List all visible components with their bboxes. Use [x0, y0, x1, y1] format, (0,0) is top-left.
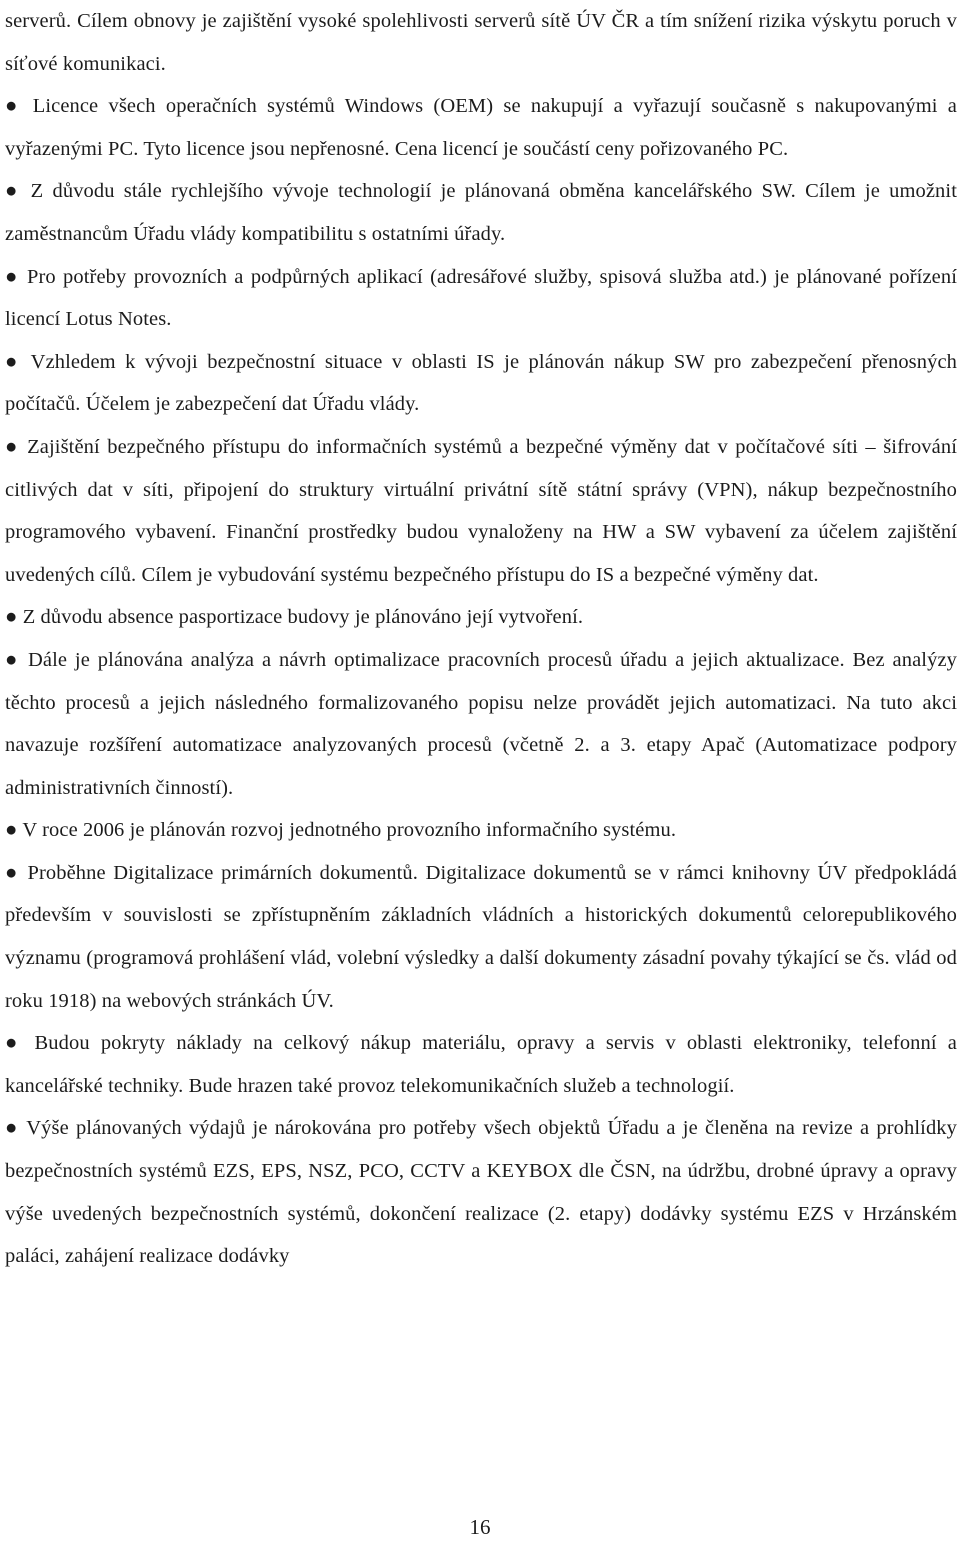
paragraph-laptop-security: ● Vzhledem k vývoji bezpečnostní situace v oblasti IS je plánován nákup SW pro zabezpečení přenosných počítačů. Účelem je zabezpečení dat Úřadu vlády.: [5, 350, 957, 416]
paragraph-process-analysis: ● Dále je plánována analýza a návrh optimalizace pracovních procesů úřadu a jejich aktualizace. Bez analýzy těchto procesů a jejich následného formalizovaného popisu nelze provádět jejich automatizaci. Na tuto akci navazuje rozšíření automatizace analyzovaných procesů (včetně 2. a 3. etapy Apač (Automatizace podpory administrativních činností).: [5, 648, 957, 799]
page-number: 16: [469, 1515, 491, 1539]
paragraph-server-renewal: serverů. Cílem obnovy je zajištění vysoké spolehlivosti serverů sítě ÚV ČR a tím snížení rizika výskytu poruch v síťové komunikaci.: [5, 10, 957, 75]
document-body: [5, 0, 957, 1278]
paragraph-office-sw: ● Z důvodu stále rychlejšího vývoje technologií je plánovaná obměna kancelářského SW. Cílem je umožnit zaměstnancům Úřadu vlády kompatibilitu s ostatními úřady.: [5, 180, 957, 245]
paragraph-lotus-notes: ● Pro potřeby provozních a podpůrných aplikací (adresářové služby, spisová služba atd.) je plánované pořízení licencí Lotus Notes.: [5, 265, 957, 331]
paragraph-security-systems: ● Výše plánovaných výdajů je nárokována pro potřeby všech objektů Úřadu a je členěna na revize a prohlídky bezpečnostních systémů EZS, EPS, NSZ, PCO, CCTV a KEYBOX dle ČSN, na údržbu, drobné úpravy a opravy výše uvedených bezpečnostních systémů, dokončení realizace (2. etapy) dodávky systému EZS v Hrzánském paláci, zahájení realizace dodávky: [5, 1117, 957, 1268]
paragraph-building-passport: ● Z důvodu absence pasportizace budovy je plánováno její vytvoření.: [5, 606, 584, 629]
paragraph-windows-licences: ● Licence všech operačních systémů Windows (OEM) se nakupují a vyřazují současně s nakupovanými a vyřazenými PC. Tyto licence jsou nepřenosné. Cena licencí je součástí ceny pořizovaného PC.: [5, 95, 957, 160]
paragraph-operational-is: ● V roce 2006 je plánován rozvoj jednotného provozního informačního systému.: [5, 819, 677, 842]
paragraph-material-costs: ● Budou pokryty náklady na celkový nákup materiálu, opravy a servis v oblasti elektroniky, telefonní a kancelářské techniky. Bude hrazen také provoz telekomunikačních služeb a technologií.: [5, 1032, 957, 1097]
paragraph-digitalization: ● Proběhne Digitalizace primárních dokumentů. Digitalizace dokumentů se v rámci knihovny ÚV předpokládá především v souvislosti se zpřístupněním základních vládních a historických dokumentů celorepublikového významu (programová prohlášení vlád, volební výsledky a další dokumenty zásadní povahy týkající se čs. vlád od roku 1918) na webových stránkách ÚV.: [5, 861, 957, 1012]
paragraph-secure-access: ● Zajištění bezpečného přístupu do informačních systémů a bezpečné výměny dat v počítačové síti – šifrování citlivých dat v síti, připojení do struktury virtuální privátní sítě státní správy (VPN), nákup bezpečnostního programového vybavení. Finanční prostředky budou vynaloženy na HW a SW vybavení za účelem zajištění uvedených cílů. Cílem je vybudování systému bezpečného přístupu do IS a bezpečné výměny dat.: [5, 435, 957, 586]
